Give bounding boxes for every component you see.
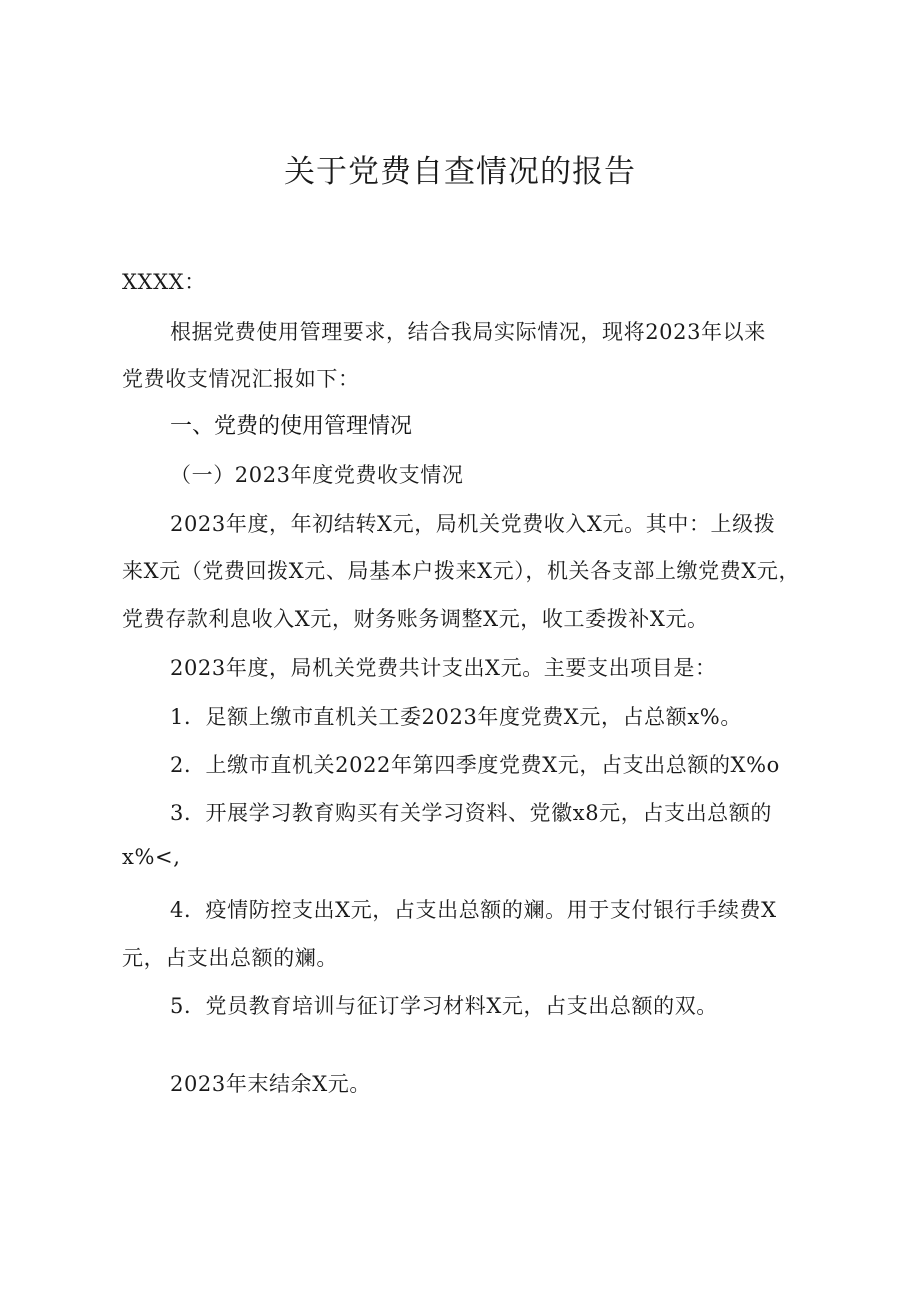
expense-item-1: 1．足额上缴市直机关工委2023年度党费X元，占总额x%。 — [170, 705, 742, 729]
intro-line-1: 根据党费使用管理要求，结合我局实际情况，现将2023年以来 — [170, 320, 766, 344]
expense-item-3-line-1: 3．开展学习教育购买有关学习资料、党徽x8元，占支出总额的 — [170, 801, 772, 825]
section-heading: 一、党费的使用管理情况 — [170, 414, 413, 439]
intro-line-2: 党费收支情况汇报如下： — [122, 367, 360, 391]
expense-item-2: 2．上缴市直机关2022年第四季度党费X元，占支出总额的X%o — [170, 753, 780, 777]
expense-item-4-line-2: 元，占支出总额的斓。 — [122, 946, 338, 970]
expense-intro: 2023年度，局机关党费共计支出X元。主要支出项目是： — [170, 656, 717, 680]
expense-item-4-line-1: 4．疫情防控支出X元，占支出总额的斓。用于支付银行手续费X — [170, 898, 777, 922]
subsection-heading: （一）2023年度党费收支情况 — [170, 463, 464, 487]
income-paragraph-line-3: 党费存款利息收入X元，财务账务调整X元，收工委拨补X元。 — [122, 607, 709, 631]
salutation: XXXX： — [122, 270, 206, 294]
income-paragraph-line-1: 2023年度，年初结转X元，局机关党费收入X元。其中：上级拨 — [170, 512, 776, 536]
document-title: 关于党费自查情况的报告 — [284, 154, 636, 190]
expense-item-3-line-2: x%<, — [122, 845, 181, 869]
expense-item-5: 5．党员教育培训与征订学习材料X元，占支出总额的双。 — [170, 994, 718, 1018]
income-paragraph-line-2: 来X元（党费回拨X元、局基本户拨来X元），机关各支部上缴党费X元， — [122, 559, 801, 583]
closing-balance: 2023年末结余X元。 — [170, 1072, 371, 1096]
